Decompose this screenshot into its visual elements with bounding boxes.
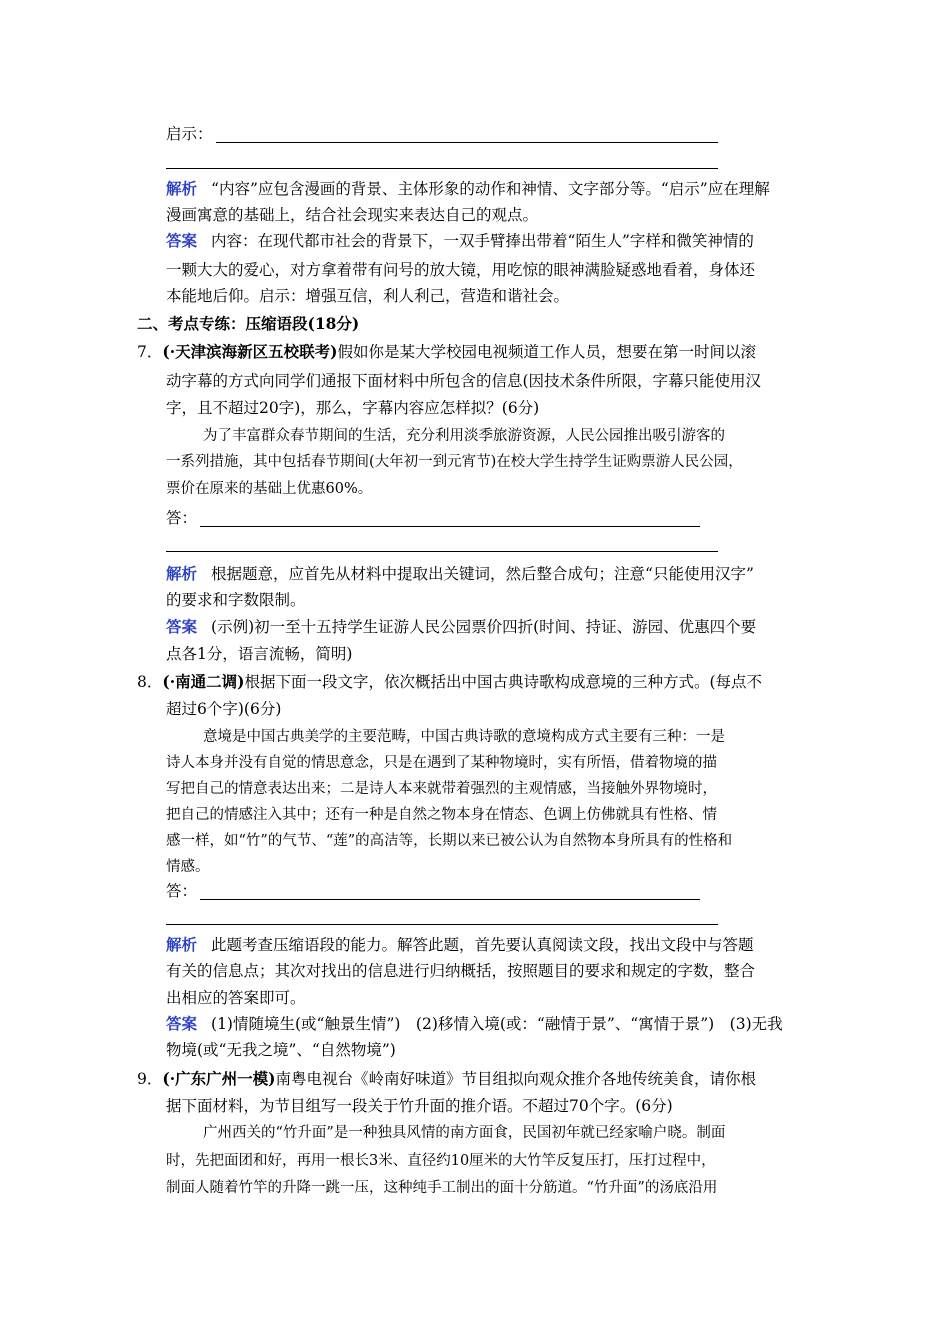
answer-label: 答： — [166, 882, 198, 900]
answer-blank-line — [166, 168, 718, 169]
question-number: 7． — [137, 343, 163, 361]
material-line: 写把自己的情意表达出来；二是诗人本来就带着强烈的主观情感，当接触外界物境时， — [166, 781, 717, 797]
material-line: 感一样，如“竹”的气节、“莲”的高洁等，长期以来已被公认为自然物本身所具有的性格和 — [166, 833, 733, 849]
answer-blank-line — [166, 551, 718, 552]
material-line: 把自己的情感注入其中；还有一种是自然之物本身在情态、色调上仿佛就具有性格、情 — [166, 807, 717, 823]
question-stem-line: 据下面材料，为节目组写一段关于竹升面的推介语。不超过70个字。(6分) — [166, 1097, 673, 1115]
question-stem: 8．(·南通二调)根据下面一段文字，依次概括出中国古典诗歌构成意境的三种方式。(每点不 — [137, 672, 763, 691]
daan-line: 答案 内容：在现代都市社会的背景下，一双手臂捧出带着“陌生人”字样和微笑神情的 — [166, 231, 754, 250]
qishi-label: 启示： — [166, 125, 213, 143]
daan-line: 答案 (1)情随境生(或“触景生情”) (2)移情入境(或：“融情于景”、“寓情于景”) (3)无我 — [166, 1014, 783, 1033]
jiexi-line: 解析 根据题意，应首先从材料中提取出关键词，然后整合成句；注意“只能使用汉字” — [166, 564, 754, 583]
section-heading: 二、考点专练：压缩语段(18分) — [137, 314, 360, 333]
material-line: 为了丰富群众春节期间的生活，充分利用淡季旅游资源，人民公园推出吸引游客的 — [203, 428, 725, 444]
daan-line: 点各1分，语言流畅，简明) — [166, 645, 353, 663]
question-source: (·广东广州一模) — [162, 1069, 276, 1088]
material-line: 意境是中国古典美学的主要范畴，中国古典诗歌的意境构成方式主要有三种：一是 — [203, 729, 725, 745]
question-number: 8． — [137, 673, 163, 691]
material-line: 情感。 — [166, 859, 210, 875]
question-source: (·南通二调) — [162, 672, 245, 691]
jiexi-line: 解析 此题考查压缩语段的能力。解答此题，首先要认真阅读文段，找出文段中与答题 — [166, 935, 754, 954]
answer-blank-line — [166, 924, 718, 925]
material-line: 制面人随着竹竿的升降一跳一压，这种纯手工制出的面十分筋道。“竹升面”的汤底沿用 — [166, 1180, 718, 1196]
jiexi-line: 出相应的答案即可。 — [166, 989, 306, 1007]
daan-line: 答案 (示例)初一至十五持学生证游人民公园票价四折(时间、持证、游园、优惠四个要 — [166, 617, 757, 636]
question-stem: 7．(·天津滨海新区五校联考)假如你是某大学校园电视频道工作人员，想要在第一时间以滚 — [137, 342, 756, 361]
jiexi-line: 有关的信息点；其次对找出的信息进行归纳概括，按照题目的要求和规定的字数，整合 — [166, 962, 756, 980]
jiexi-line: 的要求和字数限制。 — [166, 591, 306, 609]
material-line: 时，先把面团和好，再用一根长3米、直径约10厘米的大竹竿反复压打，压打过程中， — [166, 1153, 716, 1169]
answer-blank-line — [200, 899, 700, 900]
daan-line: 一颗大大的爱心，对方拿着带有问号的放大镜，用吃惊的眼神满脸疑惑地看着，身体还 — [166, 261, 756, 279]
jiexi-line: 漫画寓意的基础上，结合社会现实来表达自己的观点。 — [166, 206, 539, 224]
question-stem-line: 超过6个字)(6分) — [166, 700, 282, 718]
daan-label: 答案 — [166, 1014, 198, 1033]
jiexi-label: 解析 — [166, 564, 198, 583]
question-stem: 9．(·广东广州一模)南粤电视台《岭南好味道》节目组拟向观众推介各地传统美食，请你根 — [137, 1069, 756, 1088]
jiexi-label: 解析 — [166, 179, 198, 198]
answer-blank-line — [216, 142, 718, 143]
question-source: (·天津滨海新区五校联考) — [162, 342, 338, 361]
material-line: 诗人本身并没有自觉的情思意念，只是在遇到了某种物境时，实有所悟，借着物境的描 — [166, 755, 717, 771]
jiexi-line: 解析 “内容”应包含漫画的背景、主体形象的动作和神情、文字部分等。“启示”应在理解 — [166, 179, 770, 198]
answer-blank-line — [200, 526, 700, 527]
daan-line: 本能地后仰。启示：增强互信，利人利己，营造和谐社会。 — [166, 287, 570, 305]
material-line: 一系列措施，其中包括春节期间(大年初一到元宵节)在校大学生持学生证购票游人民公园， — [166, 454, 743, 470]
material-line: 广州西关的“竹升面”是一种独具风情的南方面食，民国初年就已经家喻户晓。制面 — [203, 1125, 726, 1141]
daan-label: 答案 — [166, 617, 198, 636]
material-line: 票价在原来的基础上优惠60%。 — [166, 481, 373, 497]
daan-line: 物境(或“无我之境”、“自然物境”) — [166, 1041, 396, 1059]
daan-label: 答案 — [166, 231, 198, 250]
answer-label: 答： — [166, 509, 198, 527]
question-stem-line: 字，且不超过20字)，那么，字幕内容应怎样拟？(6分) — [166, 399, 540, 417]
question-stem-line: 动字幕的方式向同学们通报下面材料中所包含的信息(因技术条件所限，字幕只能使用汉 — [166, 372, 762, 390]
question-number: 9． — [137, 1070, 163, 1088]
jiexi-label: 解析 — [166, 935, 198, 954]
